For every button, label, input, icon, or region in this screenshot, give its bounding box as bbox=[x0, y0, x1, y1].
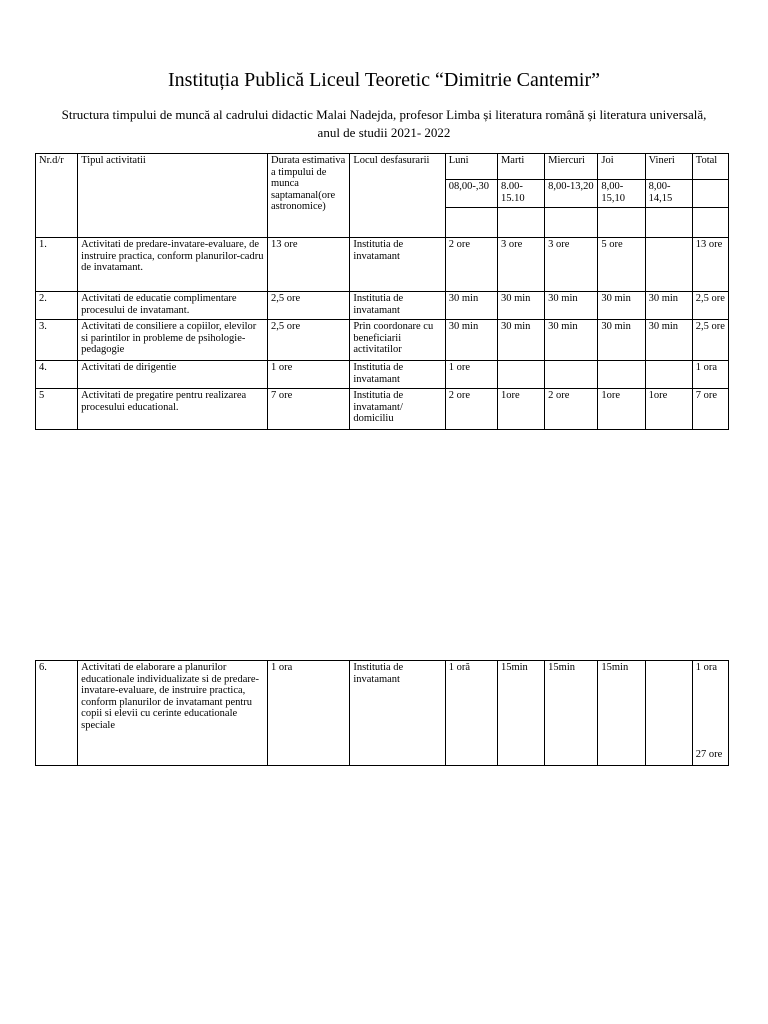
cell-joi: 5 ore bbox=[598, 238, 645, 292]
cell-total bbox=[692, 661, 728, 766]
cell-durata: 7 ore bbox=[267, 389, 349, 430]
cell-total: 1 ora bbox=[692, 361, 728, 389]
cell-vineri: 1ore bbox=[645, 389, 692, 430]
cell-nr: 4. bbox=[36, 361, 78, 389]
cell-marti: 30 min bbox=[497, 320, 544, 361]
table-row bbox=[36, 361, 729, 389]
time-structure-table bbox=[35, 153, 729, 430]
header-locul: Locul desfasurarii bbox=[350, 154, 445, 238]
cell-joi: 15min bbox=[598, 661, 645, 766]
cell-total: 7 ore bbox=[692, 389, 728, 430]
cell-marti: 1ore bbox=[497, 389, 544, 430]
cell-miercuri bbox=[545, 361, 598, 389]
header-joi: Joi bbox=[598, 154, 645, 180]
time-structure-table-continued bbox=[35, 660, 729, 766]
cell-miercuri: 30 min bbox=[545, 292, 598, 320]
header-vineri: Vineri bbox=[645, 154, 692, 180]
cell-durata: 13 ore bbox=[267, 238, 349, 292]
header-marti: Marti bbox=[497, 154, 544, 180]
cell-marti: 3 ore bbox=[497, 238, 544, 292]
cell-marti bbox=[497, 361, 544, 389]
header-nr: Nr.d/r bbox=[36, 154, 78, 238]
schedule-total bbox=[692, 180, 728, 208]
table-row bbox=[36, 292, 729, 320]
schedule-marti: 8.00-15.10 bbox=[497, 180, 544, 208]
cell-tipul: Activitati de elaborare a planurilor educationale individualizate si de predare-invatare-evaluare, de instruire practica, conform planurilor de invatamant pentru copii si elevii cu cerinte educationale speciale bbox=[78, 661, 268, 766]
table-row bbox=[36, 320, 729, 361]
cell-luni: 1 oră bbox=[445, 661, 497, 766]
header-luni: Luni bbox=[445, 154, 497, 180]
cell-tipul: Activitati de pregatire pentru realizarea procesului educational. bbox=[78, 389, 268, 430]
schedule-joi: 8,00-15,10 bbox=[598, 180, 645, 208]
cell-total: 2,5 ore bbox=[692, 320, 728, 361]
subtitle-line-1: Structura timpului de muncă al cadrului didactic Malai Nadejda, profesor Limba și literatura română și literatura universală, bbox=[61, 107, 707, 122]
cell-miercuri: 2 ore bbox=[545, 389, 598, 430]
cell-locul: Prin coordonare cu beneficiarii activitatilor bbox=[350, 320, 445, 361]
cell-joi: 30 min bbox=[598, 292, 645, 320]
document-title: Instituția Publică Liceul Teoretic “Dimitrie Cantemir” bbox=[168, 69, 600, 91]
table-row bbox=[36, 238, 729, 292]
cell-nr: 6. bbox=[36, 661, 78, 766]
cell-tipul: Activitati de educatie complimentare procesului de invatamant. bbox=[78, 292, 268, 320]
cell-durata: 1 ora bbox=[267, 661, 349, 766]
cell-tipul: Activitati de predare-invatare-evaluare, de instruire practica, conform planurilor-cadru de invatamant. bbox=[78, 238, 268, 292]
cell-vineri: 30 min bbox=[645, 320, 692, 361]
schedule-vineri: 8,00-14,15 bbox=[645, 180, 692, 208]
cell-durata: 2,5 ore bbox=[267, 292, 349, 320]
header-tipul: Tipul activitatii bbox=[78, 154, 268, 238]
cell-miercuri: 15min bbox=[545, 661, 598, 766]
cell-durata: 2,5 ore bbox=[267, 320, 349, 361]
schedule-luni: 08,00-,30 bbox=[445, 180, 497, 208]
grand-total: 27 ore bbox=[695, 748, 723, 760]
cell-miercuri: 30 min bbox=[545, 320, 598, 361]
cell-marti: 30 min bbox=[497, 292, 544, 320]
cell-vineri bbox=[645, 661, 692, 766]
cell-nr: 5 bbox=[36, 389, 78, 430]
cell-luni: 1 ore bbox=[445, 361, 497, 389]
cell-tipul: Activitati de dirigentie bbox=[78, 361, 268, 389]
cell-nr: 3. bbox=[36, 320, 78, 361]
table-row bbox=[36, 389, 729, 430]
header-row bbox=[36, 154, 729, 180]
cell-vineri bbox=[645, 361, 692, 389]
document-subtitle bbox=[30, 106, 738, 142]
cell-locul: Institutia de invatamant bbox=[350, 238, 445, 292]
cell-tipul: Activitati de consiliere a copiilor, elevilor si parintilor in probleme de psihologie-pedagogie bbox=[78, 320, 268, 361]
header-durata: Durata estimativa a timpului de munca saptamanal(ore astronomice) bbox=[267, 154, 349, 238]
cell-locul: Institutia de invatamant bbox=[350, 292, 445, 320]
cell-luni: 30 min bbox=[445, 292, 497, 320]
cell-locul: Institutia de invatamant bbox=[350, 661, 445, 766]
subtitle-line-2: anul de studii 2021- 2022 bbox=[317, 125, 451, 140]
cell-total: 13 ore bbox=[692, 238, 728, 292]
cell-joi: 30 min bbox=[598, 320, 645, 361]
cell-marti: 15min bbox=[497, 661, 544, 766]
cell-durata: 1 ore bbox=[267, 361, 349, 389]
cell-luni: 2 ore bbox=[445, 238, 497, 292]
cell-joi bbox=[598, 361, 645, 389]
cell-nr: 2. bbox=[36, 292, 78, 320]
cell-luni: 30 min bbox=[445, 320, 497, 361]
cell-vineri: 30 min bbox=[645, 292, 692, 320]
schedule-miercuri: 8,00-13,20 bbox=[545, 180, 598, 208]
cell-locul: Institutia de invatamant/ domiciliu bbox=[350, 389, 445, 430]
cell-luni: 2 ore bbox=[445, 389, 497, 430]
cell-vineri bbox=[645, 238, 692, 292]
cell-nr: 1. bbox=[36, 238, 78, 292]
header-miercuri: Miercuri bbox=[545, 154, 598, 180]
table-row bbox=[36, 661, 729, 766]
cell-miercuri: 3 ore bbox=[545, 238, 598, 292]
cell-joi: 1ore bbox=[598, 389, 645, 430]
cell-locul: Institutia de invatamant bbox=[350, 361, 445, 389]
row-total: 1 ora bbox=[695, 662, 718, 673]
header-total: Total bbox=[692, 154, 728, 180]
cell-total: 2,5 ore bbox=[692, 292, 728, 320]
